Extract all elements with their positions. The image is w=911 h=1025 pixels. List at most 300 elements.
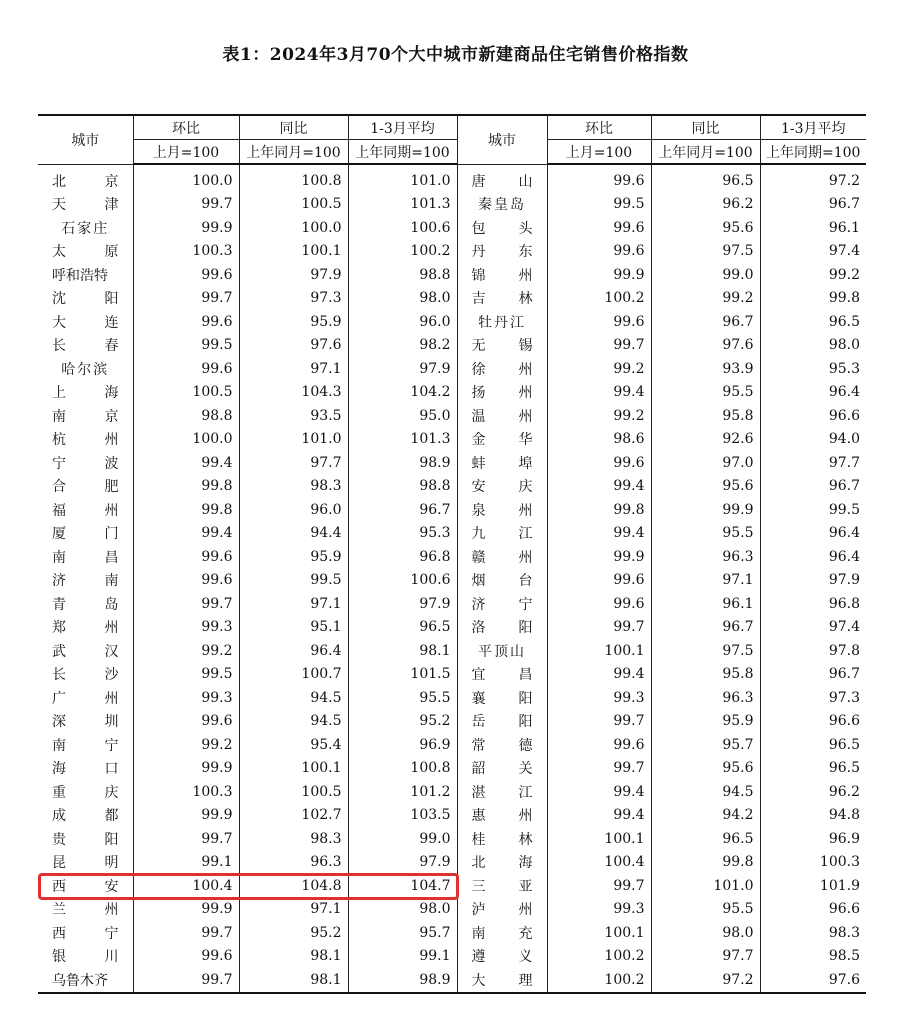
value-yoy: 96.5	[651, 827, 760, 851]
city-name: 成 都	[52, 808, 119, 825]
city-name-cell	[457, 804, 547, 828]
value-mom: 100.3	[133, 240, 239, 264]
city-name-cell	[457, 357, 547, 381]
header-mom-right: 环比	[547, 115, 651, 140]
value-mom: 98.8	[133, 404, 239, 428]
table-row	[38, 945, 866, 969]
value-avg: 96.2	[760, 780, 866, 804]
table-row	[38, 898, 866, 922]
city-name-cell	[457, 310, 547, 334]
header-yoy-left: 同比	[239, 115, 348, 140]
city-name: 哈尔滨	[61, 361, 110, 378]
city-name: 沈 阳	[52, 291, 119, 308]
value-mom: 99.5	[133, 663, 239, 687]
value-mom: 99.6	[133, 357, 239, 381]
city-name: 南 京	[52, 408, 119, 425]
value-avg: 97.9	[760, 569, 866, 593]
city-name: 韶 关	[471, 761, 533, 778]
value-mom: 99.4	[547, 475, 651, 499]
city-name-cell	[457, 616, 547, 640]
city-name-cell	[38, 428, 133, 452]
value-mom: 99.3	[547, 898, 651, 922]
value-avg: 98.1	[348, 639, 457, 663]
city-name-cell	[457, 334, 547, 358]
city-name-cell	[457, 686, 547, 710]
value-avg: 96.5	[760, 310, 866, 334]
value-avg: 99.8	[760, 287, 866, 311]
city-name: 平顶山	[478, 643, 526, 660]
value-mom: 100.2	[547, 968, 651, 993]
table-row	[38, 263, 866, 287]
value-avg: 99.0	[348, 827, 457, 851]
value-avg: 96.7	[760, 663, 866, 687]
value-yoy: 102.7	[239, 804, 348, 828]
city-name: 宁 波	[52, 455, 119, 472]
city-name-cell	[38, 357, 133, 381]
value-yoy: 98.3	[239, 827, 348, 851]
city-name-cell	[38, 498, 133, 522]
value-avg: 97.9	[348, 357, 457, 381]
value-avg: 96.5	[760, 733, 866, 757]
value-yoy: 94.5	[239, 686, 348, 710]
value-avg: 104.7	[348, 874, 457, 898]
city-name: 南 昌	[52, 549, 119, 566]
city-name: 杭 州	[52, 432, 119, 449]
value-yoy: 94.5	[651, 780, 760, 804]
value-yoy: 97.9	[239, 263, 348, 287]
value-avg: 96.6	[760, 710, 866, 734]
value-mom: 100.5	[133, 381, 239, 405]
value-mom: 99.6	[133, 945, 239, 969]
value-avg: 98.0	[760, 334, 866, 358]
table-row	[38, 780, 866, 804]
city-name-cell	[38, 616, 133, 640]
value-mom: 99.6	[547, 216, 651, 240]
city-name: 西 安	[52, 878, 119, 895]
value-avg: 97.9	[348, 851, 457, 875]
value-avg: 97.4	[760, 240, 866, 264]
city-name-cell	[457, 569, 547, 593]
city-name: 呼和浩特	[52, 267, 108, 284]
value-mom: 99.4	[547, 663, 651, 687]
value-avg: 100.3	[760, 851, 866, 875]
value-avg: 96.9	[348, 733, 457, 757]
value-yoy: 95.7	[651, 733, 760, 757]
table-row	[38, 639, 866, 663]
value-yoy: 104.8	[239, 874, 348, 898]
city-name: 合 肥	[52, 479, 119, 496]
city-name: 惠 州	[471, 808, 533, 825]
city-name: 济 宁	[471, 596, 533, 613]
header-mom-left: 环比	[133, 115, 239, 140]
table-row	[38, 193, 866, 217]
header-yoy-base-right: 上年同月=100	[651, 140, 760, 165]
value-yoy: 98.1	[239, 945, 348, 969]
city-name-cell	[457, 945, 547, 969]
header-yoy-base-left: 上年同月=100	[239, 140, 348, 165]
value-mom: 99.9	[133, 757, 239, 781]
value-avg: 100.6	[348, 216, 457, 240]
value-avg: 97.7	[760, 451, 866, 475]
value-avg: 97.8	[760, 639, 866, 663]
value-yoy: 99.5	[239, 569, 348, 593]
value-avg: 100.2	[348, 240, 457, 264]
value-avg: 98.8	[348, 263, 457, 287]
value-avg: 97.4	[760, 616, 866, 640]
value-yoy: 99.8	[651, 851, 760, 875]
value-yoy: 94.4	[239, 522, 348, 546]
city-name: 贵 阳	[52, 831, 119, 848]
value-avg: 99.5	[760, 498, 866, 522]
value-mom: 100.3	[133, 780, 239, 804]
value-mom: 99.7	[547, 616, 651, 640]
city-name: 昆 明	[52, 855, 119, 872]
value-avg: 95.2	[348, 710, 457, 734]
value-mom: 99.4	[547, 780, 651, 804]
city-name-cell	[38, 592, 133, 616]
value-mom: 99.2	[133, 733, 239, 757]
value-yoy: 96.4	[239, 639, 348, 663]
table-title: 表1：2024年3月70个大中城市新建商品住宅销售价格指数	[222, 45, 689, 65]
table-header	[38, 115, 866, 164]
city-name-cell	[457, 898, 547, 922]
value-yoy: 95.5	[651, 898, 760, 922]
city-name-cell	[38, 475, 133, 499]
city-name: 武 汉	[52, 643, 119, 660]
value-mom: 99.2	[547, 357, 651, 381]
city-name: 西 宁	[52, 925, 119, 942]
value-mom: 99.2	[133, 639, 239, 663]
value-avg: 96.8	[760, 592, 866, 616]
value-yoy: 101.0	[651, 874, 760, 898]
value-yoy: 96.7	[651, 310, 760, 334]
city-name: 上 海	[52, 385, 119, 402]
value-avg: 96.7	[760, 193, 866, 217]
city-name: 郑 州	[52, 620, 119, 637]
value-mom: 99.6	[133, 263, 239, 287]
city-name: 海 口	[52, 761, 119, 778]
value-avg: 96.6	[760, 898, 866, 922]
value-yoy: 97.7	[651, 945, 760, 969]
city-name: 大 理	[471, 972, 533, 989]
value-mom: 99.1	[133, 851, 239, 875]
value-mom: 99.6	[547, 592, 651, 616]
value-mom: 99.4	[133, 451, 239, 475]
city-name-cell	[38, 898, 133, 922]
city-name: 深 圳	[52, 714, 119, 731]
value-yoy: 97.0	[651, 451, 760, 475]
value-mom: 99.6	[547, 310, 651, 334]
city-name-cell	[457, 216, 547, 240]
value-avg: 96.5	[348, 616, 457, 640]
header-yoy-right: 同比	[651, 115, 760, 140]
city-name-cell	[38, 945, 133, 969]
table-row	[38, 827, 866, 851]
city-name: 湛 江	[471, 784, 533, 801]
value-yoy: 93.5	[239, 404, 348, 428]
value-avg: 100.6	[348, 569, 457, 593]
value-avg: 96.5	[760, 757, 866, 781]
city-name-cell	[38, 804, 133, 828]
table-row	[38, 569, 866, 593]
table-row	[38, 381, 866, 405]
value-mom: 99.6	[133, 310, 239, 334]
value-yoy: 100.7	[239, 663, 348, 687]
city-name: 蚌 埠	[471, 455, 533, 472]
header-avg-base-right: 上年同期=100	[760, 140, 866, 165]
value-avg: 98.3	[760, 921, 866, 945]
city-name: 丹 东	[471, 244, 533, 261]
value-avg: 101.0	[348, 164, 457, 193]
value-avg: 95.3	[348, 522, 457, 546]
value-mom: 99.3	[133, 616, 239, 640]
value-yoy: 95.6	[651, 475, 760, 499]
value-yoy: 95.5	[651, 381, 760, 405]
city-name-cell	[38, 733, 133, 757]
value-avg: 96.4	[760, 545, 866, 569]
value-mom: 99.7	[547, 757, 651, 781]
city-name-cell	[38, 757, 133, 781]
table-body	[38, 164, 866, 993]
value-yoy: 92.6	[651, 428, 760, 452]
value-mom: 99.6	[547, 569, 651, 593]
value-yoy: 95.4	[239, 733, 348, 757]
value-yoy: 97.3	[239, 287, 348, 311]
value-mom: 99.8	[547, 498, 651, 522]
value-mom: 98.6	[547, 428, 651, 452]
city-name-cell	[457, 733, 547, 757]
value-yoy: 96.5	[651, 164, 760, 193]
value-yoy: 95.6	[651, 757, 760, 781]
value-mom: 99.3	[133, 686, 239, 710]
value-avg: 98.0	[348, 898, 457, 922]
city-name-cell	[457, 639, 547, 663]
header-avg-right: 1-3月平均	[760, 115, 866, 140]
value-mom: 100.2	[547, 945, 651, 969]
value-yoy: 97.5	[651, 639, 760, 663]
value-mom: 100.2	[547, 287, 651, 311]
city-name-cell	[457, 874, 547, 898]
header-mom-base-left: 上月=100	[133, 140, 239, 165]
value-avg: 103.5	[348, 804, 457, 828]
value-mom: 99.7	[133, 287, 239, 311]
city-name: 石家庄	[61, 220, 110, 237]
value-avg: 98.5	[760, 945, 866, 969]
value-avg: 95.0	[348, 404, 457, 428]
value-mom: 100.1	[547, 921, 651, 945]
city-name-cell	[38, 851, 133, 875]
value-yoy: 100.1	[239, 757, 348, 781]
value-yoy: 96.1	[651, 592, 760, 616]
city-name: 乌鲁木齐	[52, 972, 108, 989]
value-mom: 99.7	[133, 827, 239, 851]
city-name-cell	[38, 968, 133, 993]
header-avg-left: 1-3月平均	[348, 115, 457, 140]
header-city-left: 城市	[38, 115, 133, 164]
city-name: 襄 阳	[471, 690, 533, 707]
value-avg: 99.2	[760, 263, 866, 287]
city-name-cell	[457, 968, 547, 993]
value-yoy: 99.0	[651, 263, 760, 287]
value-mom: 99.6	[547, 451, 651, 475]
city-name: 泉 州	[471, 502, 533, 519]
value-mom: 100.4	[547, 851, 651, 875]
value-avg: 101.9	[760, 874, 866, 898]
city-name: 常 德	[471, 737, 533, 754]
city-name-cell	[457, 522, 547, 546]
value-mom: 99.5	[133, 334, 239, 358]
value-avg: 98.0	[348, 287, 457, 311]
value-yoy: 96.0	[239, 498, 348, 522]
value-avg: 96.6	[760, 404, 866, 428]
value-mom: 99.7	[133, 592, 239, 616]
value-mom: 99.3	[547, 686, 651, 710]
value-avg: 96.9	[760, 827, 866, 851]
value-yoy: 96.3	[239, 851, 348, 875]
table-row	[38, 498, 866, 522]
city-name-cell	[457, 451, 547, 475]
city-name: 青 岛	[52, 596, 119, 613]
city-name-cell	[457, 164, 547, 193]
value-mom: 99.7	[133, 193, 239, 217]
value-avg: 96.4	[760, 381, 866, 405]
city-name: 无 锡	[471, 338, 533, 355]
value-yoy: 96.2	[651, 193, 760, 217]
value-avg: 97.9	[348, 592, 457, 616]
city-name-cell	[38, 263, 133, 287]
city-name-cell	[38, 639, 133, 663]
value-yoy: 94.5	[239, 710, 348, 734]
value-yoy: 95.8	[651, 404, 760, 428]
city-name-cell	[38, 780, 133, 804]
header-mom-base-right: 上月=100	[547, 140, 651, 165]
header-city-right: 城市	[457, 115, 547, 164]
table-row	[38, 428, 866, 452]
value-yoy: 97.1	[239, 592, 348, 616]
value-avg: 98.2	[348, 334, 457, 358]
value-yoy: 100.0	[239, 216, 348, 240]
table-row	[38, 475, 866, 499]
value-yoy: 95.1	[239, 616, 348, 640]
city-name: 徐 州	[471, 361, 533, 378]
city-name: 太 原	[52, 244, 119, 261]
city-name-cell	[38, 193, 133, 217]
value-mom: 99.8	[133, 475, 239, 499]
city-name: 天 津	[52, 197, 119, 214]
value-avg: 99.1	[348, 945, 457, 969]
value-yoy: 97.1	[651, 569, 760, 593]
city-name-cell	[457, 921, 547, 945]
value-mom: 99.9	[547, 263, 651, 287]
city-name: 银 川	[52, 949, 119, 966]
value-yoy: 97.1	[239, 357, 348, 381]
city-name-cell	[457, 475, 547, 499]
table-row	[38, 216, 866, 240]
value-yoy: 100.5	[239, 193, 348, 217]
value-avg: 96.4	[760, 522, 866, 546]
city-name: 吉 林	[471, 291, 533, 308]
value-yoy: 95.6	[651, 216, 760, 240]
value-yoy: 95.8	[651, 663, 760, 687]
value-mom: 99.9	[547, 545, 651, 569]
city-name-cell	[38, 240, 133, 264]
table-row	[38, 164, 866, 193]
city-name-cell	[457, 851, 547, 875]
value-mom: 99.9	[133, 898, 239, 922]
value-yoy: 95.5	[651, 522, 760, 546]
table-row	[38, 451, 866, 475]
value-mom: 99.7	[133, 921, 239, 945]
city-name: 北 海	[471, 855, 533, 872]
city-name: 包 头	[471, 220, 533, 237]
value-avg: 96.0	[348, 310, 457, 334]
value-mom: 99.7	[547, 334, 651, 358]
value-yoy: 95.2	[239, 921, 348, 945]
city-name-cell	[38, 381, 133, 405]
value-yoy: 95.9	[239, 545, 348, 569]
city-name: 兰 州	[52, 902, 119, 919]
value-avg: 101.2	[348, 780, 457, 804]
city-name: 重 庆	[52, 784, 119, 801]
table-row	[38, 710, 866, 734]
city-name: 长 沙	[52, 667, 119, 684]
city-name: 福 州	[52, 502, 119, 519]
city-name: 秦皇岛	[478, 197, 526, 214]
value-avg: 101.3	[348, 428, 457, 452]
table-row	[38, 686, 866, 710]
value-avg: 101.3	[348, 193, 457, 217]
value-mom: 99.2	[547, 404, 651, 428]
value-mom: 99.6	[547, 240, 651, 264]
value-avg: 104.2	[348, 381, 457, 405]
city-name-cell	[457, 663, 547, 687]
city-name-cell	[457, 757, 547, 781]
value-yoy: 97.6	[651, 334, 760, 358]
value-mom: 100.0	[133, 428, 239, 452]
value-avg: 96.7	[760, 475, 866, 499]
value-mom: 99.4	[547, 804, 651, 828]
city-name: 大 连	[52, 314, 119, 331]
city-name: 赣 州	[471, 549, 533, 566]
value-yoy: 97.5	[651, 240, 760, 264]
table-row	[38, 733, 866, 757]
city-name: 洛 阳	[471, 620, 533, 637]
city-name-cell	[457, 780, 547, 804]
value-yoy: 96.3	[651, 545, 760, 569]
table-row	[38, 310, 866, 334]
city-name: 宜 昌	[471, 667, 533, 684]
city-name-cell	[38, 164, 133, 193]
value-yoy: 99.2	[651, 287, 760, 311]
city-name: 岳 阳	[471, 714, 533, 731]
value-yoy: 94.2	[651, 804, 760, 828]
value-avg: 96.8	[348, 545, 457, 569]
value-avg: 100.8	[348, 757, 457, 781]
city-name: 九 江	[471, 526, 533, 543]
value-yoy: 104.3	[239, 381, 348, 405]
city-name-cell	[457, 827, 547, 851]
value-yoy: 93.9	[651, 357, 760, 381]
table-row	[38, 757, 866, 781]
table-row	[38, 357, 866, 381]
table-row	[38, 545, 866, 569]
city-name-cell	[38, 451, 133, 475]
value-yoy: 97.1	[239, 898, 348, 922]
price-index-table	[38, 114, 866, 994]
value-avg: 98.9	[348, 451, 457, 475]
city-name-cell	[457, 428, 547, 452]
city-name: 南 宁	[52, 737, 119, 754]
